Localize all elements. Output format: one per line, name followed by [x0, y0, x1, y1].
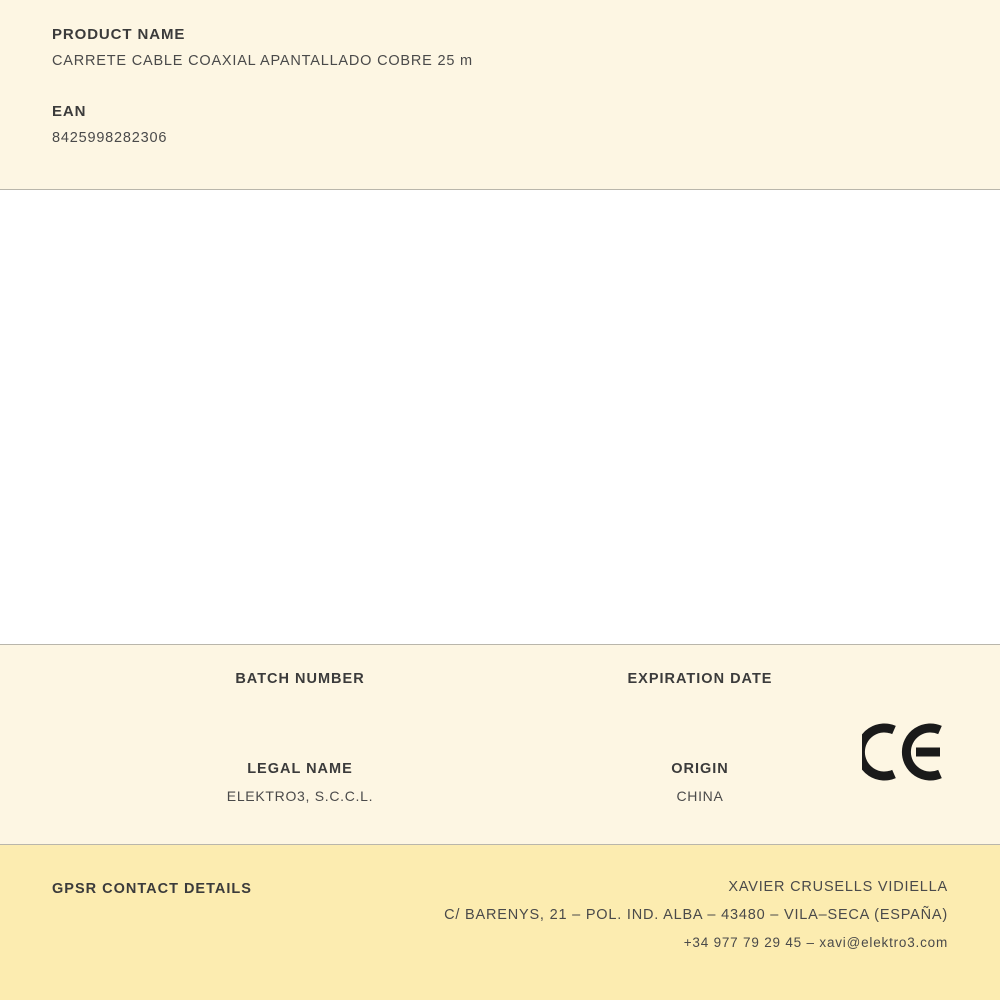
legal-name-label: LEGAL NAME — [247, 761, 353, 777]
product-name-value: CARRETE CABLE COAXIAL APANTALLADO COBRE 25 m — [52, 53, 473, 69]
ce-mark-icon — [862, 721, 948, 783]
product-image-area — [0, 190, 1000, 645]
ean-label: EAN — [52, 103, 87, 120]
origin-label: ORIGIN — [671, 761, 729, 777]
ean-value: 8425998282306 — [52, 130, 168, 146]
expiration-date-label: EXPIRATION DATE — [627, 671, 773, 687]
ean-field — [52, 103, 948, 146]
gpsr-contact-address: C/ BARENYS, 21 – POL. IND. ALBA – 43480 – VILA–SECA (ESPAÑA) — [444, 907, 948, 923]
origin-field — [500, 761, 900, 805]
info-row-batch-expiration — [0, 671, 1000, 715]
product-name-label: PRODUCT NAME — [52, 26, 186, 43]
expiration-date-value — [500, 698, 900, 715]
expiration-date-field — [500, 671, 900, 715]
legal-name-value: ELEKTRO3, S.C.C.L. — [226, 788, 374, 804]
origin-value: CHINA — [676, 788, 724, 804]
batch-number-label: BATCH NUMBER — [235, 671, 365, 687]
gpsr-contact-phone-email: +34 977 79 29 45 – xavi@elektro3.com — [683, 935, 948, 950]
gpsr-contact-name: XAVIER CRUSELLS VIDIELLA — [728, 879, 948, 895]
footer-section — [0, 845, 1000, 1000]
header-section — [0, 0, 1000, 190]
product-name-field — [52, 26, 948, 69]
legal-name-field — [100, 761, 500, 805]
batch-number-field — [100, 671, 500, 715]
info-section — [0, 645, 1000, 845]
batch-number-value — [100, 698, 500, 715]
info-row-legal-origin — [0, 761, 1000, 805]
gpsr-contact-title: GPSR CONTACT DETAILS — [52, 881, 252, 897]
gpsr-contact-lines — [444, 879, 948, 962]
